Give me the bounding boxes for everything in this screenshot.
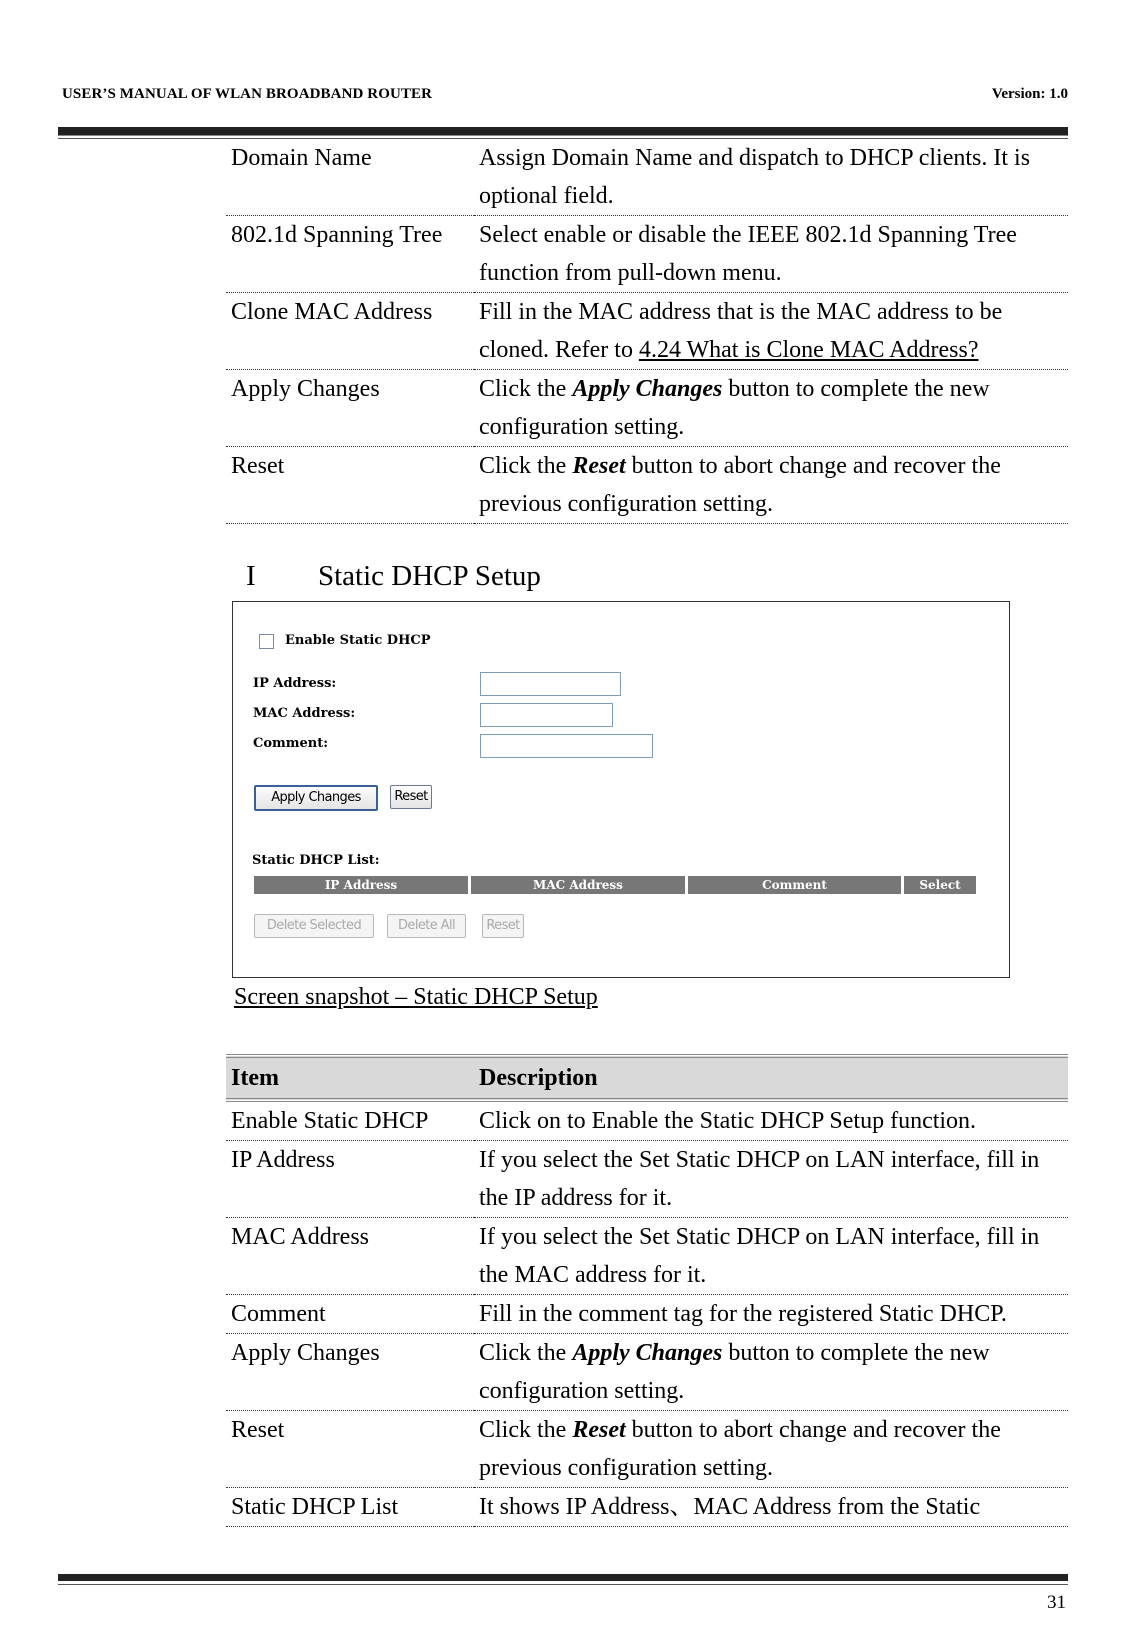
section-number: I — [246, 560, 256, 592]
table-header-row — [226, 1056, 1068, 1100]
table-row — [226, 1488, 1068, 1527]
delete-all-button[interactable]: Delete All — [387, 914, 466, 938]
mac-address-label: MAC Address: — [253, 706, 356, 721]
table-row — [226, 1218, 1068, 1295]
section-heading — [246, 560, 541, 593]
footer-rule — [58, 1574, 1068, 1581]
section-title: Static DHCP Setup — [318, 560, 541, 592]
desc-emphasis: Reset — [572, 1417, 626, 1443]
desc-cell: If you select the Set Static DHCP on LAN interface, fill in the IP address for it. — [474, 1141, 1068, 1218]
ip-address-input[interactable] — [480, 672, 621, 696]
table-row — [226, 139, 1068, 216]
desc-header: Description — [474, 1056, 1068, 1100]
reset-button[interactable]: Reset — [390, 785, 432, 809]
table-row — [226, 370, 1068, 447]
desc-text: button to complete the new configuration setting. — [479, 376, 990, 440]
header-rule — [58, 127, 1068, 136]
screenshot-caption: Screen snapshot – Static DHCP Setup — [234, 984, 598, 1010]
item-cell: Static DHCP List — [226, 1488, 474, 1527]
table-row — [226, 293, 1068, 370]
item-cell: MAC Address — [226, 1218, 474, 1295]
mac-address-input[interactable] — [480, 703, 613, 727]
page-number: 31 — [1047, 1592, 1066, 1613]
static-dhcp-list-title: Static DHCP List: — [252, 853, 380, 868]
desc-emphasis: Apply Changes — [572, 1340, 723, 1366]
list-header-mac: MAC Address — [471, 876, 685, 894]
apply-changes-button[interactable]: Apply Changes — [254, 785, 378, 811]
item-cell: 802.1d Spanning Tree — [226, 216, 474, 293]
desc-cell — [474, 1411, 1068, 1488]
desc-cell — [474, 293, 1068, 370]
comment-label: Comment: — [253, 736, 329, 751]
item-cell: IP Address — [226, 1141, 474, 1218]
desc-text: button to complete the new configuration setting. — [479, 1340, 990, 1404]
desc-cell: Select enable or disable the IEEE 802.1d Spanning Tree function from pull-down menu. — [474, 216, 1068, 293]
desc-emphasis: Reset — [572, 453, 626, 479]
item-header: Item — [226, 1056, 474, 1100]
desc-cell: Fill in the comment tag for the registered Static DHCP. — [474, 1295, 1068, 1334]
delete-selected-button[interactable]: Delete Selected — [254, 914, 374, 938]
table-row — [226, 1334, 1068, 1411]
item-cell: Clone MAC Address — [226, 293, 474, 370]
desc-cell — [474, 447, 1068, 524]
item-cell: Reset — [226, 1411, 474, 1488]
manual-title: USER’S MANUAL OF WLAN BROADBAND ROUTER — [62, 86, 433, 102]
table-row — [226, 216, 1068, 293]
settings-table — [226, 139, 1068, 524]
desc-text: button to abort change and recover the previous configuration setting. — [479, 1417, 1001, 1481]
desc-cell: If you select the Set Static DHCP on LAN interface, fill in the MAC address for it. — [474, 1218, 1068, 1295]
desc-text: Click the — [479, 1340, 573, 1366]
desc-cell: Assign Domain Name and dispatch to DHCP clients. It is optional field. — [474, 139, 1068, 216]
list-header-select: Select — [904, 876, 976, 894]
desc-text: Click the — [479, 376, 573, 402]
desc-text: button to abort change and recover the previous configuration setting. — [479, 453, 1001, 517]
desc-cell — [474, 370, 1068, 447]
enable-static-dhcp-label: Enable Static DHCP — [285, 633, 431, 648]
item-cell: Comment — [226, 1295, 474, 1334]
desc-text: Fill in the MAC address that is the MAC address to be cloned. Refer to — [479, 299, 1003, 363]
desc-cell: Click on to Enable the Static DHCP Setup function. — [474, 1100, 1068, 1141]
desc-cell: It shows IP Address、MAC Address from the Static — [474, 1488, 1068, 1527]
description-table — [226, 1054, 1068, 1527]
ip-address-label: IP Address: — [253, 676, 337, 691]
item-cell: Apply Changes — [226, 1334, 474, 1411]
version-label: Version: 1.0 — [991, 86, 1068, 102]
table-row — [226, 1295, 1068, 1334]
table-row — [226, 447, 1068, 524]
comment-input[interactable] — [480, 734, 653, 758]
clone-mac-link[interactable]: 4.24 What is Clone MAC Address? — [638, 337, 979, 363]
item-cell: Apply Changes — [226, 370, 474, 447]
item-cell: Enable Static DHCP — [226, 1100, 474, 1141]
desc-emphasis: Apply Changes — [572, 376, 723, 402]
table-row — [226, 1411, 1068, 1488]
item-cell: Domain Name — [226, 139, 474, 216]
static-dhcp-screenshot — [232, 601, 1010, 978]
table-row — [226, 1100, 1068, 1141]
desc-text: Click the — [479, 453, 573, 479]
enable-static-dhcp-checkbox[interactable] — [259, 634, 274, 649]
table-row — [226, 1141, 1068, 1218]
desc-text: Click the — [479, 1417, 573, 1443]
list-header-ip: IP Address — [254, 876, 468, 894]
item-cell: Reset — [226, 447, 474, 524]
list-reset-button[interactable]: Reset — [482, 914, 524, 938]
list-header-comment: Comment — [688, 876, 901, 894]
desc-cell — [474, 1334, 1068, 1411]
